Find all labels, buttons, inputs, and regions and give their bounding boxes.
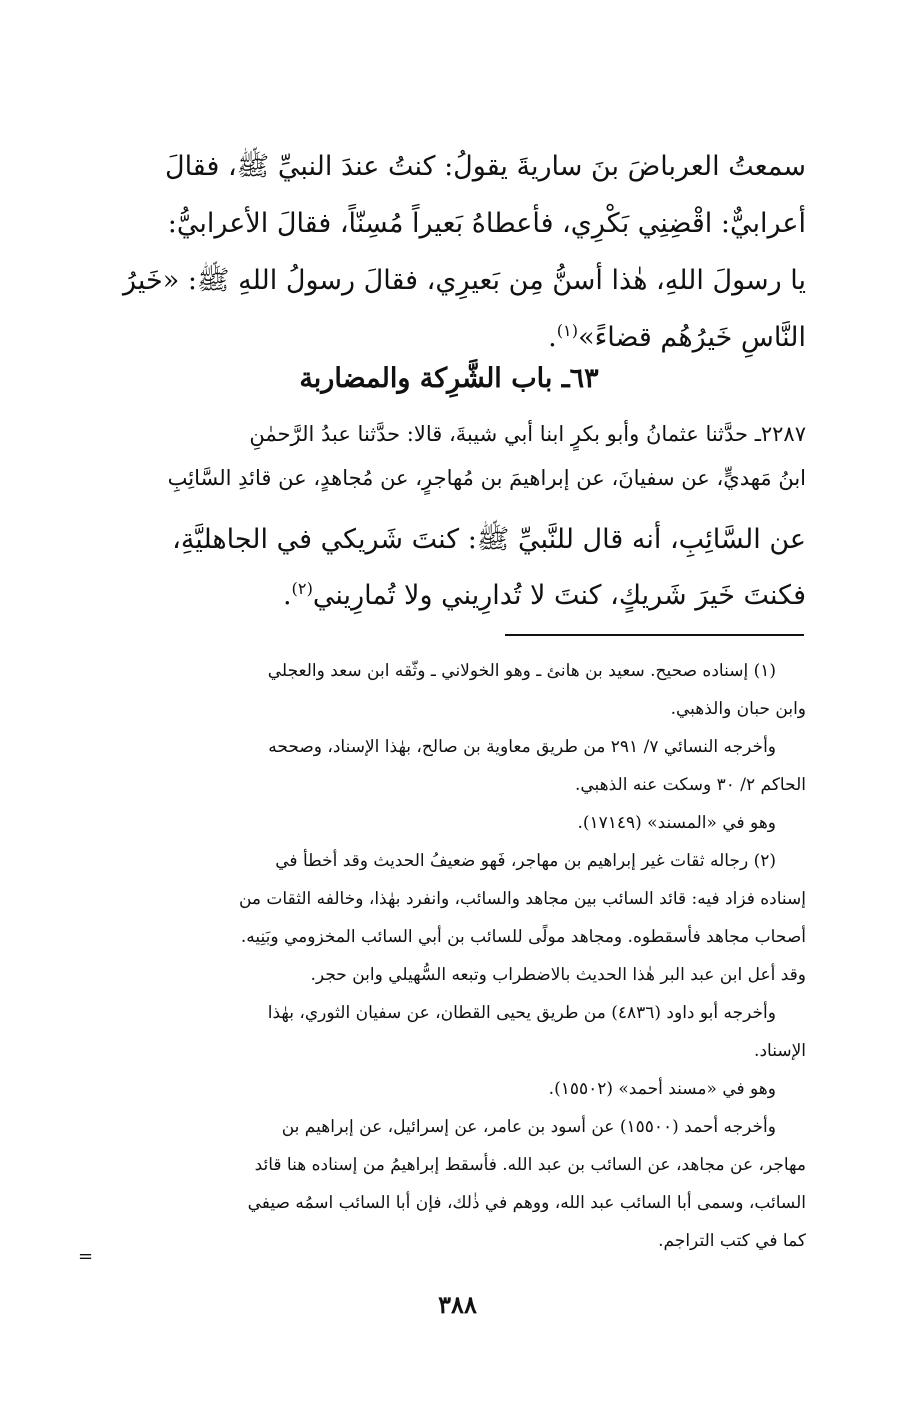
footnote-line: أصحاب مجاهد فأسقطوه. ومجاهد مولًى للسائب بن أبي السائب المخزومي وبَنِيه. [240,927,806,947]
footnote-line: (٢) رجاله ثقات غير إبراهيم بن مهاجر، فَهو ضعيفُ الحديث وقد أخطأ في [275,851,776,871]
main-line: يا رسولَ اللهِ، هٰذا أسنُّ مِن بَعيرِي، فقالَ رسولُ اللهِ ﷺ: «خَيرُ [122,265,806,296]
footnote-divider [505,634,804,636]
main-line: أعرابيٌّ: اقْضِنِي بَكْرِي، فأعطاهُ بَعيراً مُسِنّاً، فقالَ الأعرابيُّ: [167,208,806,239]
footnote-line: مهاجر، عن مجاهد، عن السائب بن عبد الله. فأسقط إبراهيمُ من إسناده هنا قائد [254,1155,806,1175]
footnote-line: وأخرجه النسائي ٧/ ٢٩١ من طريق معاوية بن صالح، بهٰذا الإسناد، وصححه [268,737,776,757]
matn-line: عن السَّائِبِ، أنه قال للنَّبيِّ ﷺ: كنتَ شَريكي في الجاهليَّةِ، [172,524,806,555]
matn-line-text: فكنتَ خَيرَ شَريكٍ، كنتَ لا تُدارِيني ولا تُمارِيني [312,580,806,611]
footnote-line: كما في كتب التراجم. [658,1231,806,1251]
footnote-line: وهو في «المسند» (١٧١٤٩). [577,813,776,833]
footnote-line: وقد أعل ابن عبد البر هٰذا الحديث بالاضطراب وتبعه السُّهيلي وابن حجر. [310,965,806,985]
line-end: . [282,580,292,611]
line-end: . [548,322,557,353]
continuation-mark: = [78,1246,94,1267]
footnote-ref: (١) [556,321,579,340]
hadith-matn [92,512,806,624]
footnote-line: إسناده فزاد فيه: قائد السائب بين مجاهد والسائب، وانفرد بهٰذا، وخالفه الثقات من [238,889,806,909]
main-text [92,138,806,366]
footnotes [84,652,806,1260]
page-number: ٣٨٨ [438,1290,477,1319]
footnote-ref: (٢) [291,579,313,598]
section-heading: ٦٣ـ باب الشَّرِكة والمضاربة [299,363,599,394]
footnote-line: وأخرجه أحمد (١٥٥٠٠) عن أسود بن عامر، عن إسرائيل، عن إبراهيم بن [281,1117,776,1137]
footnote-line: (١) إسناده صحيح. سعيد بن هانئ ـ وهو الخولاني ـ وثّقه ابن سعد والعجلي [267,661,776,681]
main-line-text: النَّاسِ خَيرُهُم قضاءً» [578,322,806,353]
footnote-line: الإسناد. [754,1041,806,1061]
matn-line [92,568,806,624]
footnote-line: وأخرجه أبو داود (٤٨٣٦) من طريق يحيى القطان، عن سفيان الثوري، بهٰذا [267,1003,776,1023]
footnote-line: السائب، وسمى أبا السائب عبد الله، ووهم في ذٰلك، فإن أبا السائب اسمُه صيفي [247,1193,806,1213]
hadith-isnad [92,412,806,500]
main-line: سمعتُ العرباضَ بنَ ساريةَ يقولُ: كنتُ عندَ النبيِّ ﷺ، فقالَ [164,151,806,182]
isnad-line: ابنُ مَهديٍّ، عن سفيانَ، عن إبراهيمَ بن مُهاجرٍ، عن مُجاهدٍ، عن قائدِ السَّائِبِ [167,466,806,490]
footnote-line: وابن حبان والذهبي. [670,699,806,719]
footnote-line: الحاكم ٢/ ٣٠ وسكت عنه الذهبي. [574,775,806,795]
isnad-line: ٢٢٨٧ـ حدَّثنا عثمانُ وأبو بكرٍ ابنا أبي شيبةَ، قالا: حدَّثنا عبدُ الرَّحمٰنِ [249,422,806,446]
footnote-line: وهو في «مسند أحمد» (١٥٥٠٢). [548,1079,776,1099]
